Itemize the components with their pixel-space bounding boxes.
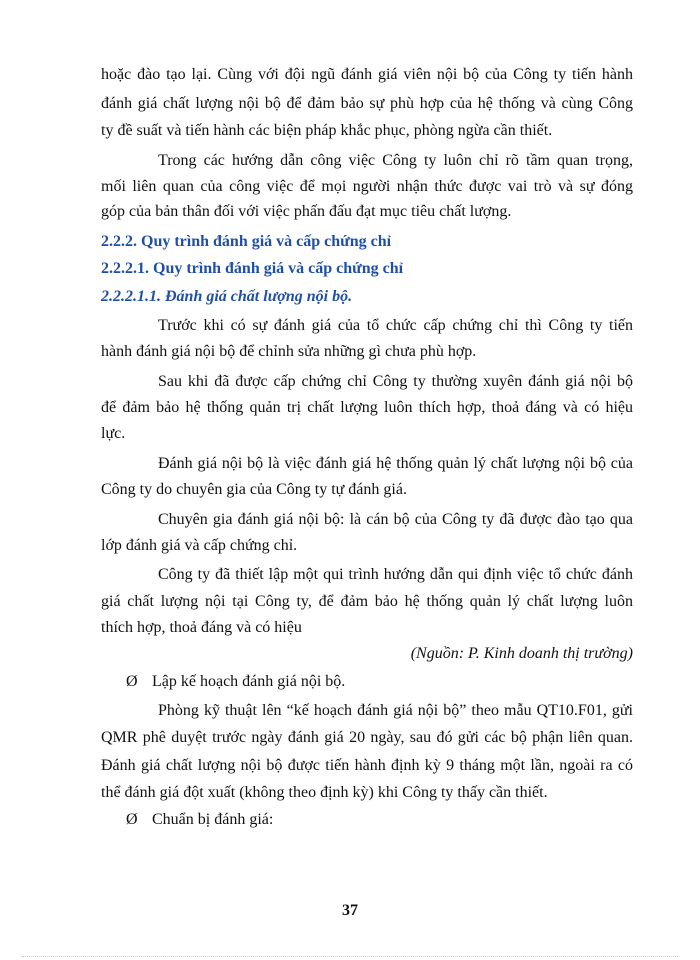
body-text-line: giá chất lượng nội tại Công ty, để đảm bảo hệ thống quản lý chất lượng luôn	[101, 593, 633, 610]
bullet-item	[126, 672, 345, 692]
body-text-line: Đánh giá nội bộ là việc đánh giá hệ thống quản lý chất lượng nội bộ của	[158, 455, 633, 472]
body-text-line: Đánh giá chất lượng nội bộ được tiến hành định kỳ 9 tháng một lần, ngoài ra có	[101, 757, 633, 774]
body-text-line: góp của bản thân đối với việc phấn đấu đạt mục tiêu chất lượng.	[101, 203, 512, 220]
body-text-line: lớp đánh giá và cấp chứng chỉ.	[101, 537, 298, 554]
body-text-line: Trước khi có sự đánh giá của tổ chức cấp chứng chỉ thì Công ty tiến	[158, 317, 633, 334]
body-text-line: thể đánh giá đột xuất (không theo định kỳ) khi Công ty thấy cần thiết.	[101, 784, 548, 801]
bullet-item	[126, 810, 273, 830]
section-heading: 2.2.2. Quy trình đánh giá và cấp chứng chỉ	[101, 233, 392, 250]
body-text-line: mối liên quan của công việc để mọi người nhận thức được vai trò và sự đóng	[101, 178, 633, 195]
body-text-line: hoặc đào tạo lại. Cùng với đội ngũ đánh giá viên nội bộ của Công ty tiến hành	[101, 66, 633, 83]
source-note: (Nguồn: P. Kinh doanh thị trường)	[410, 645, 633, 662]
body-text-line: Công ty do chuyên gia của Công ty tự đánh giá.	[101, 481, 407, 498]
body-text-line: Phòng kỹ thuật lên “kế hoạch đánh giá nội bộ” theo mẫu QT10.F01, gửi	[158, 702, 633, 719]
body-text-line: để đảm bảo hệ thống quản trị chất lượng luôn thích hợp, thoả đáng và có hiệu	[101, 399, 633, 416]
bullet-symbol: Ø	[126, 673, 138, 690]
subsubsection-heading: 2.2.2.1.1. Đánh giá chất lượng nội bộ.	[101, 288, 353, 305]
page-bottom-divider	[22, 956, 678, 957]
bullet-text: Chuẩn bị đánh giá:	[152, 811, 274, 828]
body-text-line: hành đánh giá nội bộ để chỉnh sửa những gì chưa phù hợp.	[101, 343, 477, 360]
body-text-line: ty đề suất và tiến hành các biện pháp khắc phục, phòng ngừa cần thiết.	[101, 122, 553, 139]
subsection-heading: 2.2.2.1. Quy trình đánh giá và cấp chứng chỉ	[101, 260, 404, 277]
bullet-symbol: Ø	[126, 811, 138, 828]
body-text-line: Chuyên gia đánh giá nội bộ: là cán bộ của Công ty đã được đào tạo qua	[158, 511, 633, 528]
body-text-line: Sau khi đã được cấp chứng chỉ Công ty thường xuyên đánh giá nội bộ	[158, 373, 633, 390]
page-number: 37	[342, 902, 358, 919]
body-text-line: lực.	[101, 425, 126, 442]
body-text-line: Trong các hướng dẫn công việc Công ty luôn chỉ rõ tầm quan trọng,	[158, 152, 633, 169]
bullet-text: Lập kế hoạch đánh giá nội bộ.	[152, 673, 346, 690]
body-text-line: thích hợp, thoả đáng và có hiệu	[101, 619, 302, 636]
body-text-line: QMR phê duyệt trước ngày đánh giá 20 ngày, sau đó gửi các bộ phận liên quan.	[101, 729, 633, 746]
body-text-line: Công ty đã thiết lập một qui trình hướng dẫn qui định việc tổ chức đánh	[158, 566, 633, 583]
body-text-line: đánh giá chất lượng nội bộ để đảm bảo sự phù hợp của hệ thống và cùng Công	[101, 95, 633, 112]
